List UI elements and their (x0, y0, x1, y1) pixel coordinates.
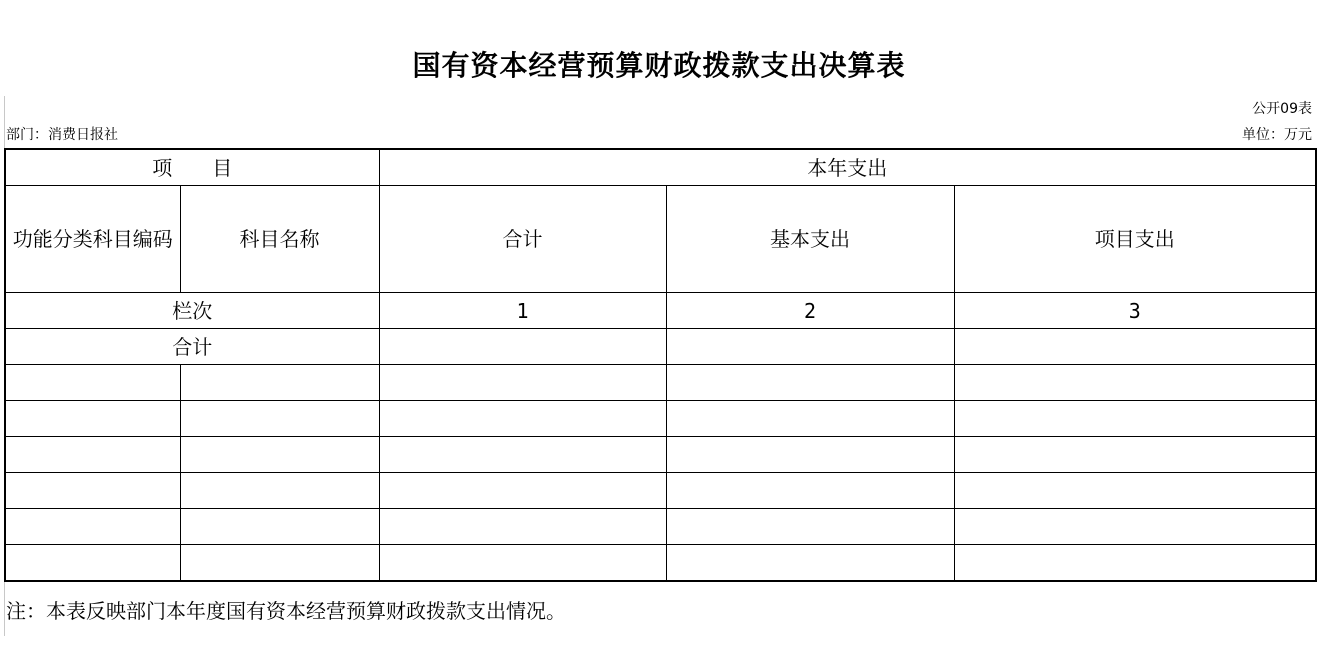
total-row (5, 329, 1316, 365)
row-project (954, 401, 1316, 437)
table-row (5, 401, 1316, 437)
form-number: 公开09表 (1252, 101, 1312, 117)
row-name (180, 473, 379, 509)
footnote: 注：本表反映部门本年度国有资本经营预算财政拨款支出情况。 (6, 599, 566, 623)
department-label: 部门：消费日报社 (6, 127, 118, 143)
row-total (379, 401, 666, 437)
row-name (180, 401, 379, 437)
header-row-1 (5, 149, 1316, 186)
unit-label: 单位：万元 (1242, 127, 1312, 143)
table-row (5, 437, 1316, 473)
total-row-label: 合计 (5, 329, 379, 365)
table-row (5, 509, 1316, 545)
row-code (5, 437, 180, 473)
row-project (954, 509, 1316, 545)
row-project (954, 473, 1316, 509)
total-row-total (379, 329, 666, 365)
col-header-project: 项目支出 (954, 186, 1316, 293)
row-code (5, 401, 180, 437)
row-project (954, 365, 1316, 401)
row-basic (666, 365, 954, 401)
col-header-name: 科目名称 (180, 186, 379, 293)
col-header-total: 合计 (379, 186, 666, 293)
col-header-basic: 基本支出 (666, 186, 954, 293)
header-current-year-cell: 本年支出 (379, 149, 1316, 186)
page-title: 国有资本经营预算财政拨款支出决算表 (412, 49, 906, 82)
row-total (379, 509, 666, 545)
row-total (379, 473, 666, 509)
column-order-row (5, 293, 1316, 329)
table-row (5, 473, 1316, 509)
row-code (5, 509, 180, 545)
column-number-2: 2 (666, 293, 954, 329)
row-basic (666, 545, 954, 582)
row-name (180, 509, 379, 545)
row-total (379, 437, 666, 473)
row-basic (666, 437, 954, 473)
row-name (180, 437, 379, 473)
total-row-basic (666, 329, 954, 365)
row-project (954, 545, 1316, 582)
row-code (5, 473, 180, 509)
column-order-label: 栏次 (5, 293, 379, 329)
total-row-project (954, 329, 1316, 365)
table-row (5, 545, 1316, 582)
header-item-cell: 项 目 (5, 149, 379, 186)
expenditure-table (4, 148, 1317, 582)
row-project (954, 437, 1316, 473)
row-basic (666, 473, 954, 509)
column-number-1: 1 (379, 293, 666, 329)
row-code (5, 365, 180, 401)
row-code (5, 545, 180, 582)
table-row (5, 365, 1316, 401)
row-name (180, 545, 379, 582)
row-total (379, 365, 666, 401)
column-number-3: 3 (954, 293, 1316, 329)
row-basic (666, 401, 954, 437)
row-name (180, 365, 379, 401)
row-basic (666, 509, 954, 545)
col-header-code: 功能分类科目编码 (5, 186, 180, 293)
row-total (379, 545, 666, 582)
header-row-2 (5, 186, 1316, 293)
